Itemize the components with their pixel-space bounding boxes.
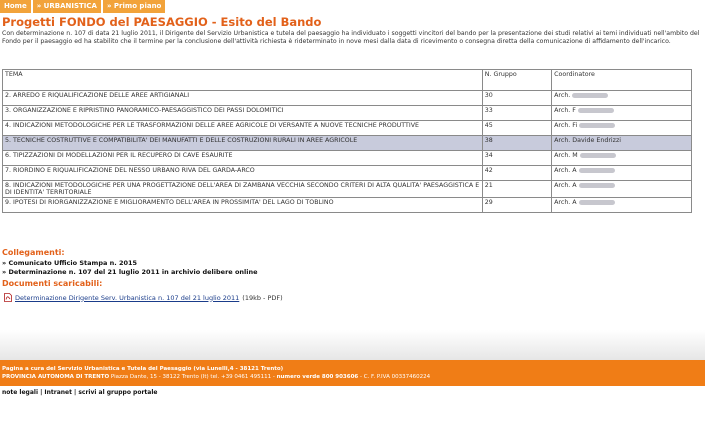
redacted-name: [579, 200, 615, 205]
header-tema: TEMA: [3, 70, 483, 91]
cell-gruppo: 30: [482, 91, 551, 106]
cell-gruppo: 34: [482, 151, 551, 166]
coord-name: Arch. A: [554, 199, 577, 206]
breadcrumb: [0, 0, 165, 13]
results-table: [2, 69, 692, 213]
coord-name: Arch.: [554, 92, 571, 99]
table-row: [3, 121, 692, 136]
cell-coordinatore: [552, 181, 692, 198]
coord-name: Arch. F: [554, 107, 576, 114]
cell-tema: 2. ARREDO E RIQUALIFICAZIONE DELLE AREE ARTIGIANALI: [3, 91, 483, 106]
docs-section-title: Documenti scaricabili:: [2, 279, 103, 288]
footer-org: PROVINCIA AUTONOMA DI TRENTO: [2, 374, 110, 380]
table-row: [3, 151, 692, 166]
doc-download-link[interactable]: Determinazione Dirigente Serv. Urbanistica n. 107 del 21 luglio 2011: [15, 293, 240, 302]
bottom-links[interactable]: note legali | Intranet | scrivi al gruppo portale: [2, 389, 158, 396]
coord-name: Arch. A: [554, 167, 577, 174]
table-row: [3, 91, 692, 106]
crumb-primo-piano[interactable]: » Primo piano: [103, 0, 165, 13]
link-determinazione[interactable]: » Determinazione n. 107 del 21 luglio 2011 in archivio delibere online: [2, 268, 258, 276]
cell-tema: 6. TIPIZZAZIONI DI MODELLAZIONI PER IL RECUPERO DI CAVE ESAURITE: [3, 151, 483, 166]
table-row: [3, 181, 692, 198]
cell-tema: 5. TECNICHE COSTRUTTIVE E COMPATIBILITA' DEI MANUFATTI E DELLE COSTRUZIONI RURALI IN AREE AGRICOLE: [3, 136, 483, 151]
cell-coordinatore: [552, 91, 692, 106]
footer: [0, 360, 705, 386]
doc-meta: (19kb - PDF): [242, 293, 283, 302]
cell-coordinatore: [552, 198, 692, 213]
redacted-name: [572, 93, 608, 98]
cell-tema: 9. IPOTESI DI RIORGANIZZAZIONE E MIGLIORAMENTO DELL'AREA IN PROSSIMITA' DEL LAGO DI TOBLINO: [3, 198, 483, 213]
header-coordinatore: Coordinatore: [552, 70, 692, 91]
crumb-urbanistica[interactable]: » URBANISTICA: [33, 0, 101, 13]
cell-coordinatore: [552, 121, 692, 136]
cell-tema: 4. INDICAZIONI METODOLOGICHE PER LE TRASFORMAZIONI DELLE AREE AGRICOLE DI VERSANTE A NUOVE TECNICHE PRODUTTIVE: [3, 121, 483, 136]
cell-tema: 8. INDICAZIONI METODOLOGICHE PER UNA PROGETTAZIONE DELL'AREA DI ZAMBANA VECCHIA SECONDO CRITERI DI ALTA QUALITA' PAESAGGISTICA E DI IDENTITA' TERRITORIALE: [3, 181, 483, 198]
coord-name: Arch. M: [554, 152, 578, 159]
redacted-name: [579, 183, 615, 188]
cell-coordinatore: Arch. Davide Endrizzi: [552, 136, 692, 151]
cell-gruppo: 45: [482, 121, 551, 136]
link-comunicato[interactable]: » Comunicato Ufficio Stampa n. 2015: [2, 259, 138, 267]
doc-item: [4, 293, 283, 302]
links-list: [2, 259, 258, 277]
cell-tema: 3. ORGANIZZAZIONE E RIPRISTINO PANORAMICO-PAESAGGISTICO DEI PASSI DOLOMITICI: [3, 106, 483, 121]
table-row: [3, 198, 692, 213]
cell-coordinatore: [552, 166, 692, 181]
table-header-row: [3, 70, 692, 91]
cell-coordinatore: [552, 106, 692, 121]
redacted-name: [578, 108, 614, 113]
cell-gruppo: 21: [482, 181, 551, 198]
cell-tema: 7. RIORDINO E RIQUALIFICAZIONE DEL NESSO URBANO RIVA DEL GARDA-ARCO: [3, 166, 483, 181]
cell-gruppo: 42: [482, 166, 551, 181]
footer-address: Piazza Dante, 15 - 38122 Trento (It) tel. +39 0461 495111 -: [110, 374, 275, 380]
footer-numero-verde: numero verde 800 903606: [276, 374, 359, 380]
intro-text: Con determinazione n. 107 di data 21 luglio 2011, il Dirigente del Servizio Urbanistica e tutela del paesaggio ha individuato i soggetti vincitori del bando per la presentazione dei studi relativi ai temi individuati nell'ambito del Fondo per il paesaggio ed ha stabilito che il termine per la conclusione dell'attività richiesta è rideterminato in nove mesi dalla data di ricevimento o consegna diretta della comunicazione di affidamento dell'incarico.: [2, 30, 700, 45]
footer-line1: Pagina a cura del Servizio Urbanistica e Tutela del Paesaggio (via Lunelli,4 - 38121 Trento): [2, 366, 284, 372]
coord-name: Arch. A: [554, 182, 577, 189]
cell-gruppo: 29: [482, 198, 551, 213]
links-section-title: Collegamenti:: [2, 248, 65, 257]
table-row: [3, 166, 692, 181]
pdf-icon: [4, 293, 12, 302]
redacted-name: [580, 153, 616, 158]
table-row-highlighted: [3, 136, 692, 151]
page-title: Progetti FONDO del PAESAGGIO - Esito del Bando: [2, 15, 322, 29]
crumb-home[interactable]: Home: [0, 0, 31, 13]
redacted-name: [579, 168, 615, 173]
header-gruppo: N. Gruppo: [482, 70, 551, 91]
coord-name: Arch. Fi: [554, 122, 578, 129]
cell-coordinatore: [552, 151, 692, 166]
redacted-name: [579, 123, 615, 128]
table-row: [3, 106, 692, 121]
footer-cf: - C. F. P.IVA 00337460224: [359, 374, 431, 380]
footer-divider: [0, 330, 705, 360]
cell-gruppo: 33: [482, 106, 551, 121]
cell-gruppo: 38: [482, 136, 551, 151]
